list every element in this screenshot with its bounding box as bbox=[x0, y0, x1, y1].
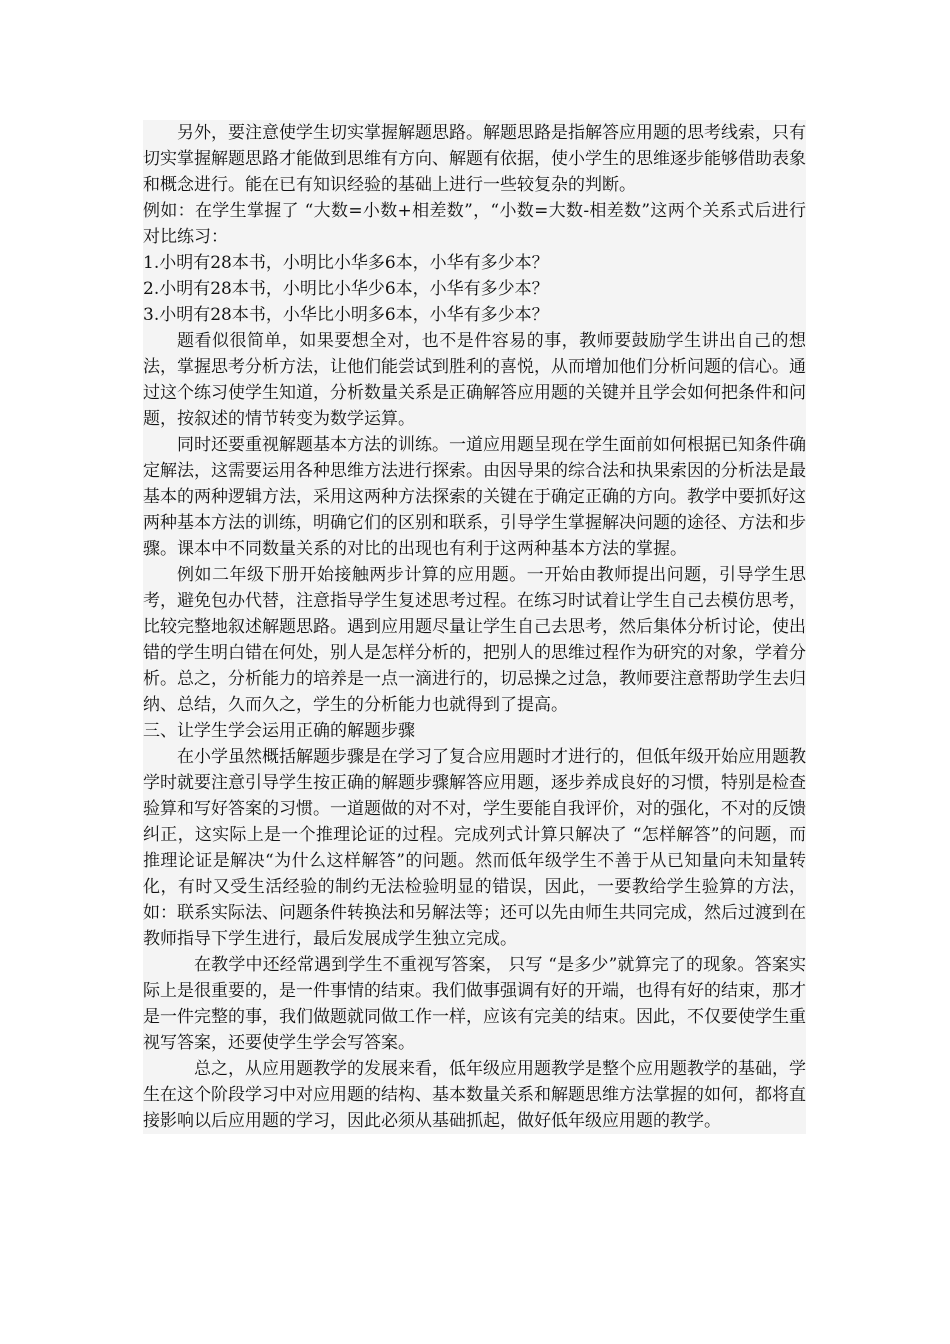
paragraph-solution-steps: 在小学虽然概括解题步骤是在学习了复合应用题时才进行的，但低年级开始应用题教学时就要注意引导学生按正确的解题步骤解答应用题，逐步养成良好的习惯，特别是检查验算和写好答案的习惯。一道题做的对不对，学生要能自我评价，对的强化，不对的反馈纠正，这实际上是一个推理论证的过程。完成列式计算只解决了 “怎样解答”的问题，而推理论证是解决“为什么这样解答”的问题。然而低年级学生不善于从已知量向未知量转化，有时又受生活经验的制约无法检验明显的错误，因此，一要教给学生验算的方法，如：联系实际法、问题条件转换法和另解法等；还可以先由师生共同完成，然后过渡到在教师指导下学生进行，最后发展成学生独立完成。 bbox=[143, 747, 806, 949]
exercise-item-2: 2.小明有28本书，小明比小华少6本，小华有多少本？ bbox=[143, 279, 549, 299]
paragraph-example-intro: 例如：在学生掌握了 “大数=小数+相差数”，“小数=大数-相差数”这两个关系式后进行对比练习： bbox=[143, 201, 806, 247]
paragraph-conclusion: 总之，从应用题教学的发展来看，低年级应用题教学是整个应用题教学的基础，学生在这个阶段学习中对应用题的结构、基本数量关系和解题思维方法掌握的如何，都将直接影响以后应用题的学习，因此必须从基础抓起，做好低年级应用题的教学。 bbox=[143, 1059, 806, 1131]
exercise-item-1: 1.小明有28本书，小明比小华多6本，小华有多少本？ bbox=[143, 253, 549, 273]
paragraph-grade-two-example: 例如二年级下册开始接触两步计算的应用题。一开始由教师提出问题，引导学生思考，避免包办代替，注意指导学生复述思考过程。在练习时试着让学生自己去模仿思考，比较完整地叙述解题思路。遇到应用题尽量让学生自己去思考，然后集体分析讨论，使出错的学生明白错在何处，别人是怎样分析的，把别人的思维过程作为研究的对象，学着分析。总之，分析能力的培养是一点一滴进行的，切忌操之过急，教师要注意帮助学生去归纳、总结，久而久之，学生的分析能力也就得到了提高。 bbox=[143, 565, 806, 715]
exercise-item-3: 3.小明有28本书，小华比小明多6本，小华有多少本？ bbox=[143, 305, 549, 325]
paragraph-writing-answers: 在教学中还经常遇到学生不重视写答案， 只写 “是多少”就算完了的现象。答案实际上是很重要的，是一件事情的结束。我们做事强调有好的开端，也得有好的结束，那才是一件完整的事，我们做题就同做工作一样，应该有完美的结束。因此，不仅要使学生重视写答案，还要使学生学会写答案。 bbox=[143, 955, 806, 1053]
paragraph-thinking-clues: 另外，要注意使学生切实掌握解题思路。解题思路是指解答应用题的思考线索，只有切实掌握解题思路才能做到思维有方向、解题有依据，使小学生的思维逐步能够借助表象和概念进行。能在已有知识经验的基础上进行一些较复杂的判断。 bbox=[143, 123, 806, 195]
text-body bbox=[143, 120, 806, 1134]
paragraph-basic-methods: 同时还要重视解题基本方法的训练。一道应用题呈现在学生面前如何根据已知条件确定解法，这需要运用各种思维方法进行探索。由因导果的综合法和执果索因的分析法是最基本的两种逻辑方法，采用这两种方法探索的关键在于确定正确的方向。教学中要抓好这两种基本方法的训练，明确它们的区别和联系，引导学生掌握解决问题的途径、方法和步骤。课本中不同数量关系的对比的出现也有利于这两种基本方法的掌握。 bbox=[143, 435, 806, 559]
paragraph-exercise-discussion: 题看似很简单，如果要想全对，也不是件容易的事，教师要鼓励学生讲出自己的想法，掌握思考分析方法，让他们能尝试到胜利的喜悦，从而增加他们分析问题的信心。通过这个练习使学生知道，分析数量关系是正确解答应用题的关键并且学会如何把条件和问题，按叙述的情节转变为数学运算。 bbox=[143, 331, 806, 429]
section-heading-solution-steps: 三、让学生学会运用正确的解题步骤 bbox=[143, 721, 415, 741]
